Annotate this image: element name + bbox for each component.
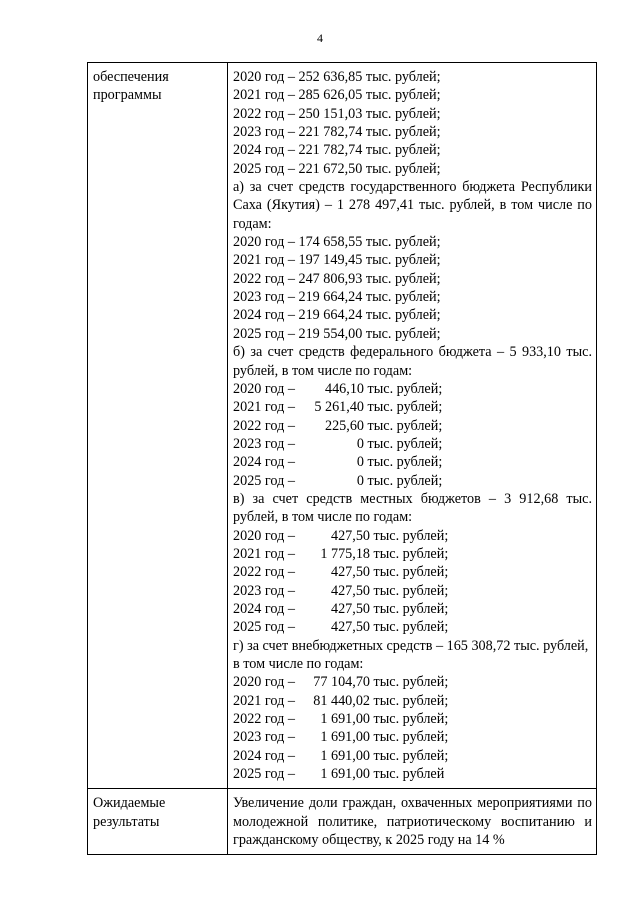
amount-unit: тыс. рублей; [370,729,449,746]
amount-value: 427,50 [330,600,370,617]
local-budget-year-line [233,563,592,581]
total-year-line: 2020 год – 252 636,85 тыс. рублей; [233,69,441,85]
year-label: 2021 год – [233,545,295,562]
total-year-line: 2023 год – 221 782,74 тыс. рублей; [233,124,441,141]
extrabudgetary-year-line [233,747,592,765]
year-label: 2023 год – [233,582,295,599]
amount-unit: тыс. рублей; [370,711,449,728]
year-label: 2023 год – [233,729,295,746]
page-number: 4 [317,31,323,45]
state-budget-heading: а) за счет средств государственного бюджета Республики Саха (Якутия) – 1 278 497,41 тыс. рублей, в том числе по годам: [233,179,592,232]
year-label: 2024 год – [233,600,295,617]
expected-results-text: Увеличение доли граждан, охваченных мероприятиями по молодежной политике, патриотическому воспитанию и гражданскому обществу, к 2025 году на 14 % [228,789,597,855]
amount-unit: тыс. рублей; [364,435,443,452]
extrabudgetary-year-line [233,692,592,710]
amount-value: 427,50 [330,527,370,544]
amount-value: 225,60 [324,417,364,434]
extrabudgetary-year-line [233,728,592,746]
amount-value: 1 775,18 [320,545,370,562]
table-row-funding [88,63,597,789]
year-label: 2020 год – [233,674,295,691]
amount-value: 427,50 [330,619,370,636]
amount-value: 427,50 [330,564,370,581]
amount-unit: тыс. рублей [370,766,445,783]
year-label: 2020 год – [233,527,295,544]
year-label: 2025 год – [233,766,295,783]
state-budget-year-line: 2024 год – 219 664,24 тыс. рублей; [233,307,441,324]
amount-value: 1 691,00 [320,766,370,783]
federal-budget-year-line [233,380,592,398]
state-budget-year-line: 2022 год – 247 806,93 тыс. рублей; [233,270,441,287]
local-budget-year-line [233,582,592,600]
year-label: 2025 год – [233,472,295,489]
extrabudgetary-year-line [233,765,592,783]
federal-budget-heading: б) за счет средств федерального бюджета – 5 933,10 тыс. рублей, в том числе по годам: [233,344,592,379]
state-budget-year-line: 2020 год – 174 658,55 тыс. рублей; [233,234,441,251]
amount-value: 5 261,40 [314,399,364,416]
amount-unit: тыс. рублей; [370,674,449,691]
amount-unit: тыс. рублей; [364,472,443,489]
row-label-funding: обеспечения программы [88,63,228,789]
amount-unit: тыс. рублей; [370,582,449,599]
local-budget-year-line [233,600,592,618]
amount-unit: тыс. рублей; [370,747,449,764]
amount-value: 77 104,70 [313,674,370,691]
total-year-line: 2021 год – 285 626,05 тыс. рублей; [233,87,441,104]
extrabudgetary-year-line [233,710,592,728]
amount-unit: тыс. рублей; [364,417,443,434]
federal-budget-year-line [233,453,592,471]
amount-unit: тыс. рублей; [370,545,449,562]
year-label: 2024 год – [233,454,295,471]
amount-value: 446,10 [324,380,364,397]
amount-value: 0 [356,454,364,471]
year-label: 2023 год – [233,435,295,452]
year-label: 2021 год – [233,692,295,709]
federal-budget-year-line [233,472,592,490]
amount-unit: тыс. рублей; [364,399,443,416]
extrabudgetary-subheading: в том числе по годам: [233,656,364,672]
extrabudgetary-year-line [233,673,592,691]
amount-value: 81 440,02 [313,692,370,709]
amount-value: 1 691,00 [320,711,370,728]
amount-unit: тыс. рублей; [364,454,443,471]
amount-unit: тыс. рублей; [370,619,449,636]
amount-value: 0 [356,472,364,489]
year-label: 2020 год – [233,380,295,397]
extrabudgetary-heading: г) за счет внебюджетных средств – 165 308,72 тыс. рублей, [233,637,589,654]
row-label-expected-results: Ожидаемые результаты [88,789,228,855]
year-label: 2022 год – [233,564,295,581]
total-year-line: 2025 год – 221 672,50 тыс. рублей; [233,160,441,177]
state-budget-year-line: 2025 год – 219 554,00 тыс. рублей; [233,325,441,342]
program-passport-table [87,62,597,855]
amount-value: 1 691,00 [320,747,370,764]
amount-unit: тыс. рублей; [370,600,449,617]
amount-unit: тыс. рублей; [370,564,449,581]
local-budget-year-line [233,545,592,563]
amount-value: 0 [356,435,364,452]
total-year-line: 2022 год – 250 151,03 тыс. рублей; [233,105,441,122]
federal-budget-year-line [233,417,592,435]
amount-value: 427,50 [330,582,370,599]
funding-details-cell [228,63,597,789]
total-year-line: 2024 год – 221 782,74 тыс. рублей; [233,142,441,159]
federal-budget-year-line [233,435,592,453]
local-budget-year-line [233,618,592,636]
amount-unit: тыс. рублей; [364,380,443,397]
year-label: 2025 год – [233,619,295,636]
local-budget-year-line [233,527,592,545]
local-budget-heading: в) за счет средств местных бюджетов – 3 912,68 тыс. рублей, в том числе по годам: [233,490,592,526]
year-label: 2022 год – [233,711,295,728]
amount-unit: тыс. рублей; [370,527,449,544]
state-budget-year-line: 2021 год – 197 149,45 тыс. рублей; [233,252,441,269]
federal-budget-year-line [233,398,592,416]
state-budget-year-line: 2023 год – 219 664,24 тыс. рублей; [233,289,441,306]
year-label: 2021 год – [233,399,295,416]
amount-value: 1 691,00 [320,729,370,746]
year-label: 2024 год – [233,747,295,764]
table-row-expected-results [88,789,597,855]
amount-unit: тыс. рублей; [370,692,449,709]
year-label: 2022 год – [233,417,295,434]
